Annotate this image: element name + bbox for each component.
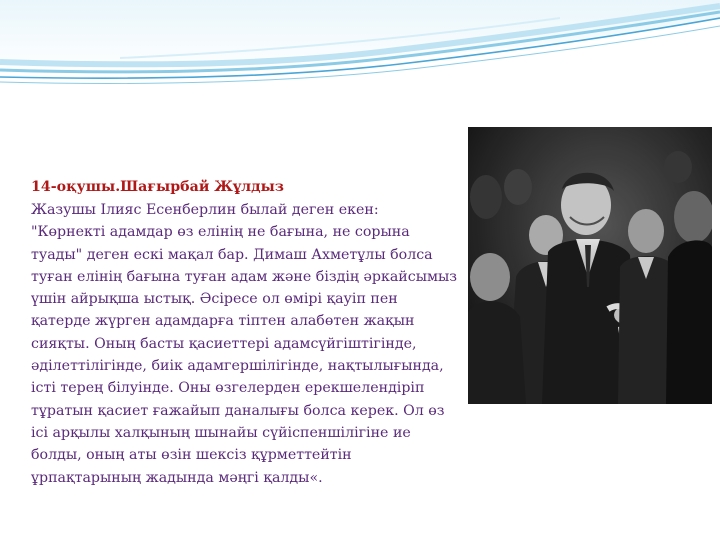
body-line: қатерде жүрген адамдарға тіптен алабөтен жақын: [31, 313, 415, 330]
header-wave-decoration: [0, 0, 720, 90]
men-shaking-hands-photo-icon: [468, 127, 712, 404]
body-line: туады" деген ескі мақал бар. Димаш Ахметұлы болса: [31, 246, 433, 263]
body-line: болды, оның аты өзін шексіз құрметтейтін: [31, 447, 352, 464]
body-line: ұрпақтарының жадында мәңгі қалды«.: [31, 469, 323, 486]
body-line: "Көрнекті адамдар өз елінің не бағына, не сорына: [31, 224, 410, 241]
body-line: сияқты. Оның басты қасиеттері адамсүйгіштігінде,: [31, 335, 417, 352]
slide-title: 14-оқушы.Шағырбай Жұлдыз: [31, 179, 284, 195]
body-line: туған елінің бағына туған адам және біздің әркайсымыз: [31, 268, 458, 285]
text-content: [31, 176, 471, 489]
body-line: істі терең білуінде. Оны өзгелерден ерекшелендіріп: [31, 380, 425, 397]
body-line: тұратын қасиет ғажайып даналығы болса керек. Ол өз: [31, 402, 445, 419]
body-line: үшін айрықша ыстық. Әсіресе ол өмірі қауіп пен: [31, 291, 398, 308]
body-line: Жазушы Ілияс Есенберлин былай деген екен:: [31, 202, 379, 218]
historical-photo: [468, 127, 712, 404]
body-text: [31, 199, 471, 489]
body-line: әділеттілігінде, биік адамгершілігінде, нақтылығында,: [31, 358, 444, 375]
body-line: ісі арқылы халқының шынайы сүйіспеншілігіне ие: [31, 424, 411, 441]
